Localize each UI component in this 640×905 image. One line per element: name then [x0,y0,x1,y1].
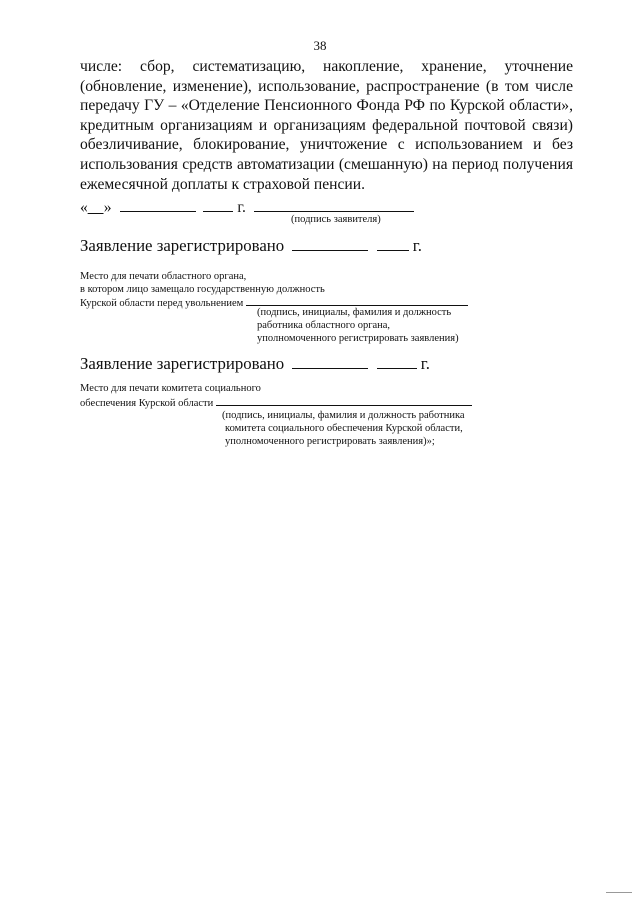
official-signature-blank-1 [246,296,468,306]
official-signature-caption-1 [257,306,459,346]
day-blank: __ [87,199,104,216]
paragraph-line: числе: сбор, систематизацию, накопление, хранение, уточнение [80,58,573,75]
month-blank [120,199,196,212]
paragraph-line: ежемесячной доплаты к страховой пенсии. [80,175,366,193]
paragraph-line: кредитным организациям и организациям федеральной почтовой связи) [80,116,573,134]
paragraph-line: обезличивание, блокирование, уничтожение с использованием и без [80,136,573,154]
applicant-signature-caption: (подпись заявителя) [291,214,381,225]
applicant-signature-blank [254,199,414,212]
paragraph-line: передачу ГУ – «Отделение Пенсионного Фонда РФ по Курской области», [80,97,573,115]
stamp-place-2 [80,383,472,410]
caption-line: работника областного органа, [257,320,391,332]
official-signature-caption-2 [222,409,465,449]
caption-line: комитета социального обеспечения Курской области, [225,423,463,435]
registration-date-blank [292,238,368,251]
registration-date-blank [292,356,368,369]
stamp-line: обеспечения Курской области [80,397,214,409]
stamp-line: Курской области перед увольнением [80,298,244,310]
stamp-place-1 [80,271,468,311]
paragraph-line: (обновление, изменение), использование, распространение (в том числе [80,77,573,95]
caption-line: (подпись, инициалы, фамилия и должность работника [222,410,465,421]
paragraph-line: использования средств автоматизации (смешанную) на период получения [80,155,573,173]
year-suffix: г. [237,199,246,216]
open-quote: « [80,199,88,216]
registration-suffix: г. [420,354,430,373]
caption-line: уполномоченного регистрировать заявления)»; [225,436,435,448]
scan-edge-mark [606,892,632,893]
stamp-line: Место для печати областного органа, [80,271,247,282]
registration-label: Заявление зарегистрировано [80,354,285,373]
registration-year-blank [377,238,409,251]
registration-label: Заявление зарегистрировано [80,236,285,255]
close-quote: » [103,199,112,216]
registration-year-blank [377,356,417,369]
registration-suffix: г. [412,236,422,255]
registration-line-1 [80,236,422,256]
stamp-line: в котором лицо замещало государственную должность [80,283,325,295]
year-blank [203,199,233,212]
official-signature-blank-2 [216,396,472,406]
page-number: 38 [313,38,327,53]
stamp-line: Место для печати комитета социального [80,383,261,394]
caption-line: (подпись, инициалы, фамилия и должность [257,307,452,318]
registration-line-2 [80,354,430,374]
caption-line: уполномоченного регистрировать заявления) [257,333,459,345]
consent-paragraph [80,57,573,194]
